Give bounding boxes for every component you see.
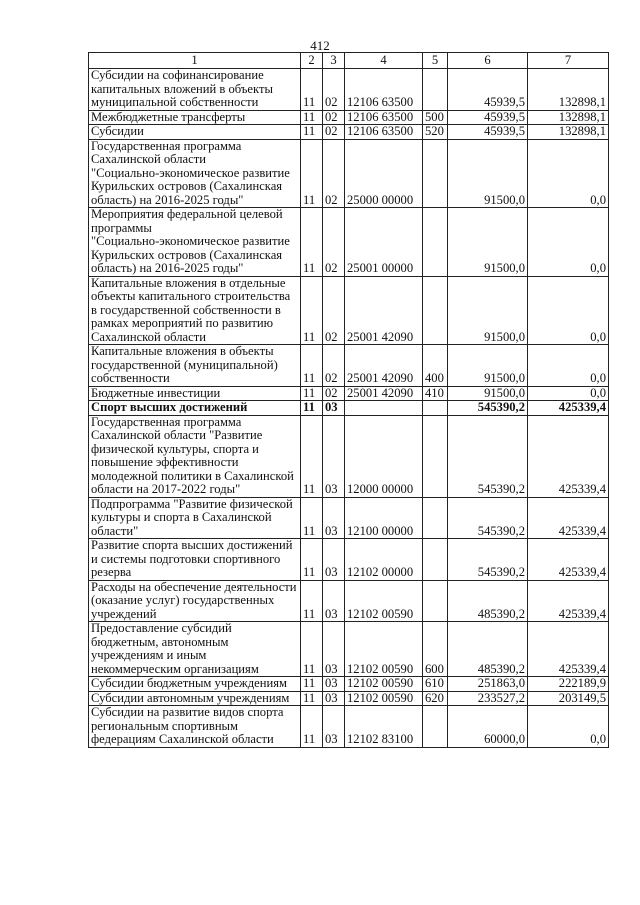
row-name-cell: Субсидии автономным учреждениям — [89, 691, 301, 706]
row-name-cell: Межбюджетные трансферты — [89, 110, 301, 125]
subsection-code-cell: 02 — [323, 276, 345, 345]
target-article-cell: 25001 42090 — [345, 345, 423, 387]
header-row — [89, 53, 609, 69]
amount-year1-cell: 545390,2 — [448, 497, 528, 539]
section-code-cell: 11 — [301, 580, 323, 622]
expense-type-cell — [423, 580, 448, 622]
amount-year1-cell: 233527,2 — [448, 691, 528, 706]
amount-year1-cell: 545390,2 — [448, 401, 528, 416]
section-code-cell: 11 — [301, 125, 323, 140]
amount-year2-cell: 425339,4 — [528, 580, 609, 622]
section-code-cell: 11 — [301, 497, 323, 539]
table-row — [89, 580, 609, 622]
row-name-cell: Капитальные вложения в отдельные объекты капитального строительства в государственной собственности в рамках мероприятий по развитию Сахалинской области — [89, 276, 301, 345]
amount-year2-cell: 0,0 — [528, 345, 609, 387]
amount-year2-cell: 132898,1 — [528, 69, 609, 111]
row-name-cell: Расходы на обеспечение деятельности (оказание услуг) государственных учреждений — [89, 580, 301, 622]
expense-type-cell — [423, 401, 448, 416]
subsection-code-cell: 02 — [323, 139, 345, 208]
section-code-cell: 11 — [301, 276, 323, 345]
target-article-cell: 25001 00000 — [345, 208, 423, 277]
budget-table — [88, 52, 609, 748]
table-row — [89, 386, 609, 401]
amount-year2-cell: 425339,4 — [528, 539, 609, 581]
subsection-code-cell: 02 — [323, 110, 345, 125]
section-code-cell: 11 — [301, 139, 323, 208]
section-code-cell: 11 — [301, 208, 323, 277]
page-number: 412 — [310, 38, 330, 53]
amount-year2-cell: 0,0 — [528, 276, 609, 345]
target-article-cell: 12106 63500 — [345, 110, 423, 125]
amount-year2-cell: 0,0 — [528, 139, 609, 208]
subsection-code-cell: 03 — [323, 622, 345, 677]
table-row — [89, 415, 609, 497]
section-code-cell: 11 — [301, 386, 323, 401]
expense-type-cell: 500 — [423, 110, 448, 125]
subsection-code-cell: 03 — [323, 580, 345, 622]
subsection-code-cell: 02 — [323, 69, 345, 111]
row-name-cell: Субсидии на софинансирование капитальных вложений в объекты муниципальной собственности — [89, 69, 301, 111]
row-name-cell: Спорт высших достижений — [89, 401, 301, 416]
row-name-cell: Государственная программа Сахалинской области "Социально-экономическое развитие Курильских островов (Сахалинская область) на 2016-2025 годы" — [89, 139, 301, 208]
amount-year1-cell: 45939,5 — [448, 110, 528, 125]
section-code-cell: 11 — [301, 691, 323, 706]
amount-year1-cell: 91500,0 — [448, 139, 528, 208]
target-article-cell: 25001 42090 — [345, 386, 423, 401]
subsection-code-cell: 02 — [323, 345, 345, 387]
row-name-cell: Предоставление субсидий бюджетным, автономным учреждениям и иным некоммерческим организациям — [89, 622, 301, 677]
section-code-cell: 11 — [301, 401, 323, 416]
amount-year1-cell: 485390,2 — [448, 622, 528, 677]
subsection-code-cell: 03 — [323, 539, 345, 581]
target-article-cell: 12102 00590 — [345, 580, 423, 622]
subsection-code-cell: 03 — [323, 691, 345, 706]
subsection-code-cell: 03 — [323, 706, 345, 748]
target-article-cell: 12102 00590 — [345, 691, 423, 706]
section-code-cell: 11 — [301, 677, 323, 692]
column-header: 6 — [448, 53, 528, 69]
amount-year1-cell: 45939,5 — [448, 125, 528, 140]
expense-type-cell — [423, 276, 448, 345]
row-name-cell: Субсидии — [89, 125, 301, 140]
expense-type-cell — [423, 69, 448, 111]
section-code-cell: 11 — [301, 110, 323, 125]
table-row — [89, 677, 609, 692]
table-row — [89, 691, 609, 706]
target-article-cell: 12102 00590 — [345, 622, 423, 677]
target-article-cell: 12102 83100 — [345, 706, 423, 748]
subsection-code-cell: 03 — [323, 415, 345, 497]
subsection-code-cell: 03 — [323, 497, 345, 539]
expense-type-cell: 610 — [423, 677, 448, 692]
table-row — [89, 539, 609, 581]
table-row — [89, 69, 609, 111]
target-article-cell: 12106 63500 — [345, 69, 423, 111]
subsection-code-cell: 03 — [323, 401, 345, 416]
expense-type-cell: 400 — [423, 345, 448, 387]
amount-year1-cell: 60000,0 — [448, 706, 528, 748]
amount-year2-cell: 425339,4 — [528, 415, 609, 497]
amount-year2-cell: 0,0 — [528, 706, 609, 748]
amount-year2-cell: 425339,4 — [528, 401, 609, 416]
row-name-cell: Капитальные вложения в объекты государственной (муниципальной) собственности — [89, 345, 301, 387]
amount-year1-cell: 545390,2 — [448, 415, 528, 497]
target-article-cell: 25001 42090 — [345, 276, 423, 345]
table-row — [89, 497, 609, 539]
amount-year1-cell: 91500,0 — [448, 208, 528, 277]
amount-year2-cell: 132898,1 — [528, 125, 609, 140]
section-code-cell: 11 — [301, 622, 323, 677]
table-row — [89, 706, 609, 748]
subsection-code-cell: 03 — [323, 677, 345, 692]
expense-type-cell — [423, 139, 448, 208]
amount-year1-cell: 91500,0 — [448, 345, 528, 387]
amount-year2-cell: 132898,1 — [528, 110, 609, 125]
row-name-cell: Субсидии на развитие видов спорта региональным спортивным федерациям Сахалинской области — [89, 706, 301, 748]
amount-year2-cell: 0,0 — [528, 208, 609, 277]
column-header: 3 — [323, 53, 345, 69]
target-article-cell: 12106 63500 — [345, 125, 423, 140]
table-row — [89, 110, 609, 125]
amount-year1-cell: 45939,5 — [448, 69, 528, 111]
expense-type-cell — [423, 539, 448, 581]
section-code-cell: 11 — [301, 539, 323, 581]
expense-type-cell: 410 — [423, 386, 448, 401]
table-row — [89, 622, 609, 677]
row-name-cell: Подпрограмма "Развитие физической культуры и спорта в Сахалинской области" — [89, 497, 301, 539]
amount-year2-cell: 0,0 — [528, 386, 609, 401]
column-header: 1 — [89, 53, 301, 69]
expense-type-cell: 600 — [423, 622, 448, 677]
target-article-cell: 12102 00590 — [345, 677, 423, 692]
section-code-cell: 11 — [301, 345, 323, 387]
expense-type-cell: 520 — [423, 125, 448, 140]
amount-year1-cell: 91500,0 — [448, 386, 528, 401]
amount-year2-cell: 425339,4 — [528, 497, 609, 539]
target-article-cell — [345, 401, 423, 416]
row-name-cell: Субсидии бюджетным учреждениям — [89, 677, 301, 692]
amount-year1-cell: 91500,0 — [448, 276, 528, 345]
table-row — [89, 125, 609, 140]
amount-year1-cell: 485390,2 — [448, 580, 528, 622]
column-header: 7 — [528, 53, 609, 69]
row-name-cell: Государственная программа Сахалинской области "Развитие физической культуры, спорта и повышение эффективности молодежной политики в Сахалинской области на 2017-2022 годы" — [89, 415, 301, 497]
expense-type-cell: 620 — [423, 691, 448, 706]
amount-year1-cell: 545390,2 — [448, 539, 528, 581]
target-article-cell: 12102 00000 — [345, 539, 423, 581]
section-code-cell: 11 — [301, 69, 323, 111]
row-name-cell: Бюджетные инвестиции — [89, 386, 301, 401]
expense-type-cell — [423, 706, 448, 748]
column-header: 2 — [301, 53, 323, 69]
table-row — [89, 345, 609, 387]
table-row — [89, 139, 609, 208]
target-article-cell: 12000 00000 — [345, 415, 423, 497]
column-header: 4 — [345, 53, 423, 69]
target-article-cell: 25000 00000 — [345, 139, 423, 208]
expense-type-cell — [423, 497, 448, 539]
section-code-cell: 11 — [301, 706, 323, 748]
table-row — [89, 401, 609, 416]
subsection-code-cell: 02 — [323, 208, 345, 277]
amount-year1-cell: 251863,0 — [448, 677, 528, 692]
amount-year2-cell: 425339,4 — [528, 622, 609, 677]
expense-type-cell — [423, 415, 448, 497]
expense-type-cell — [423, 208, 448, 277]
amount-year2-cell: 222189,9 — [528, 677, 609, 692]
subsection-code-cell: 02 — [323, 125, 345, 140]
target-article-cell: 12100 00000 — [345, 497, 423, 539]
row-name-cell: Развитие спорта высших достижений и системы подготовки спортивного резерва — [89, 539, 301, 581]
subsection-code-cell: 02 — [323, 386, 345, 401]
table-row — [89, 276, 609, 345]
table-row — [89, 208, 609, 277]
row-name-cell: Мероприятия федеральной целевой программы "Социально-экономическое развитие Курильских островов (Сахалинская область) на 2016-2025 годы" — [89, 208, 301, 277]
section-code-cell: 11 — [301, 415, 323, 497]
amount-year2-cell: 203149,5 — [528, 691, 609, 706]
column-header: 5 — [423, 53, 448, 69]
